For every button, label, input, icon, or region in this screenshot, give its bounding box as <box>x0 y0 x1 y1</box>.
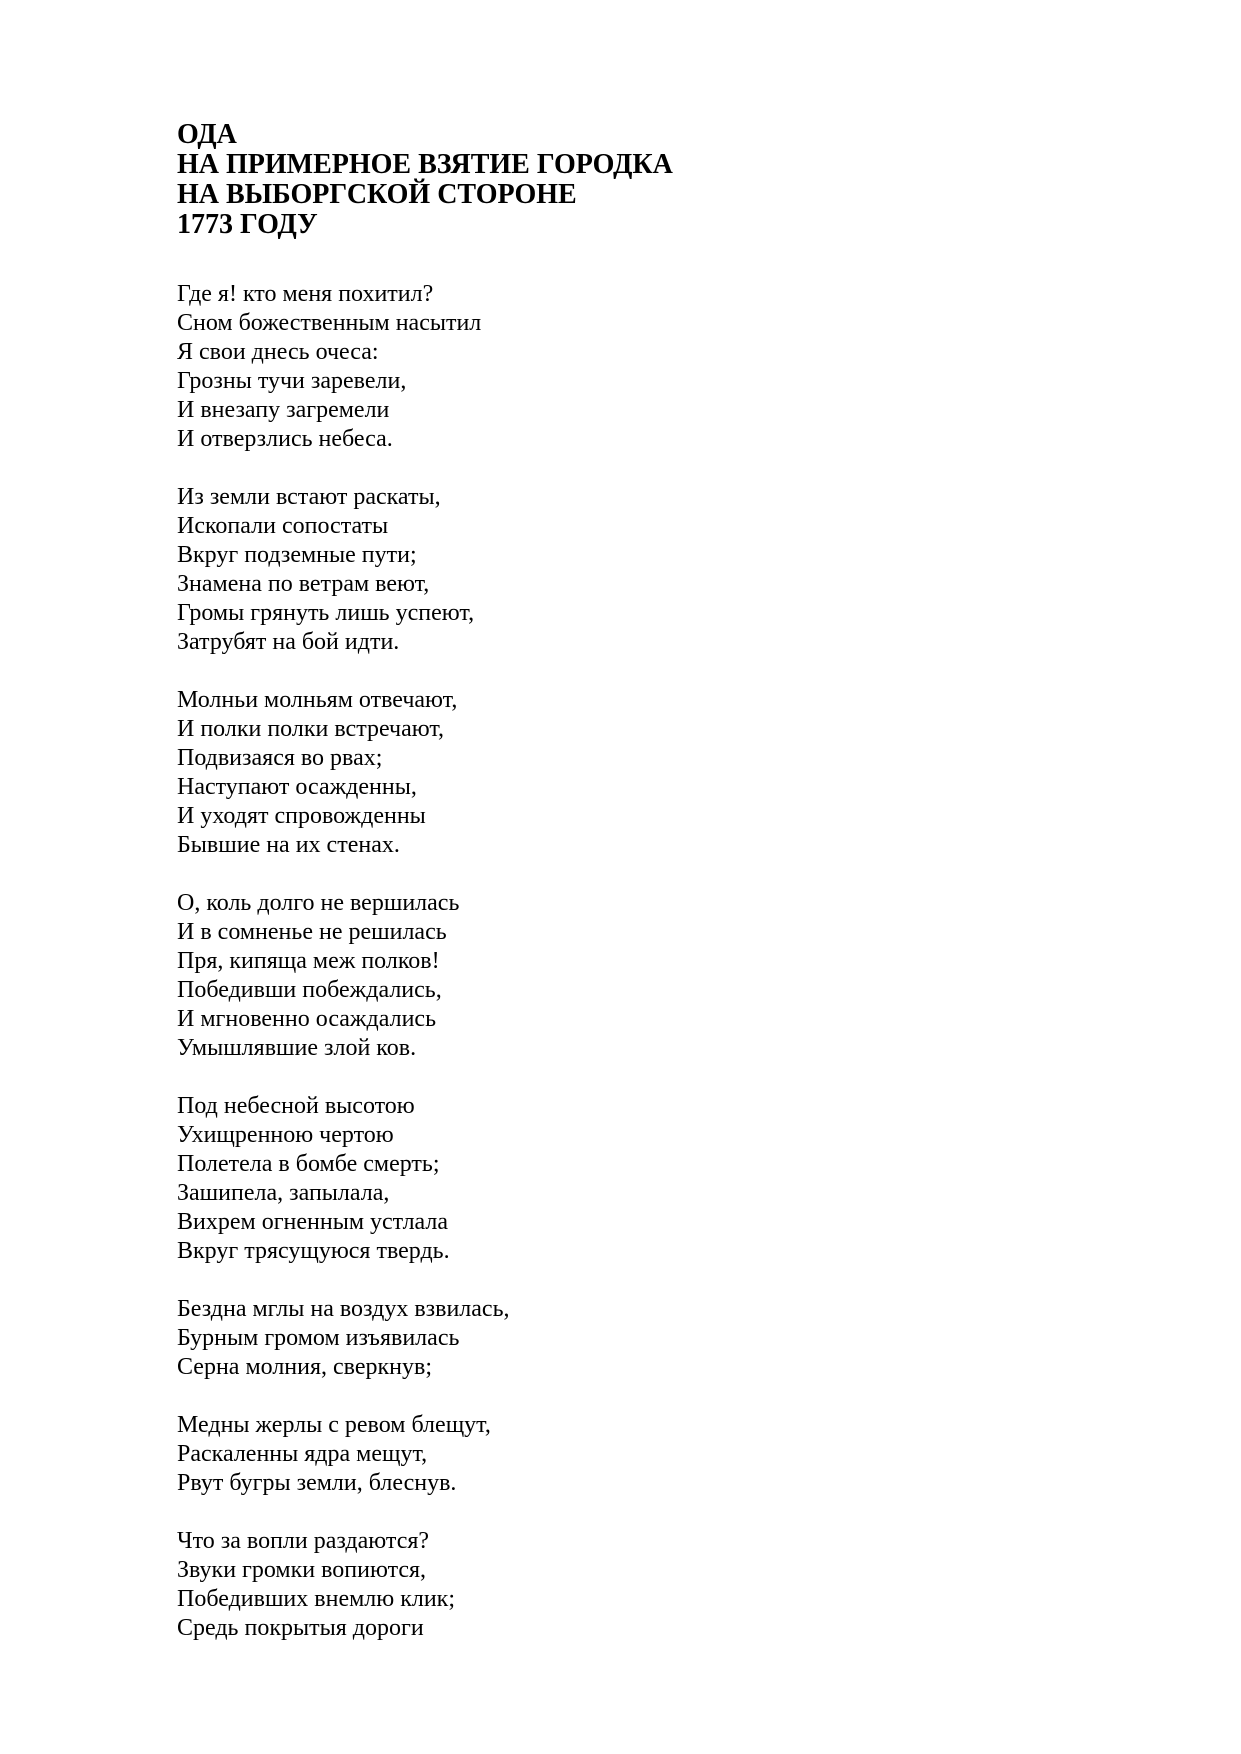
verse-line: Ископали сопостаты <box>177 513 389 539</box>
stanza-7 <box>177 1411 510 1498</box>
verse-line: Полетела в бомбе смерть; <box>177 1151 440 1177</box>
verse-line: И отверзлись небеса. <box>177 426 393 452</box>
verse-line: Молньи молньям отвечают, <box>177 687 458 713</box>
verse-line: И полки полки встречают, <box>177 716 445 742</box>
stanza-5 <box>177 1092 510 1266</box>
poem-title <box>177 120 673 240</box>
stanza-2 <box>177 483 510 657</box>
verse-line: Сном божественным насытил <box>177 310 482 336</box>
verse-line: Победивши побеждались, <box>177 977 442 1003</box>
verse-line: Раскаленны ядра мещут, <box>177 1441 428 1467</box>
verse-line: Под небесной высотою <box>177 1093 415 1119</box>
verse-line: Вихрем огненным устлала <box>177 1209 449 1235</box>
stanza-3 <box>177 686 510 860</box>
verse-line: Зашипела, запылала, <box>177 1180 390 1206</box>
verse-line: И в сомненье не решилась <box>177 919 447 945</box>
verse-line: Где я! кто меня похитил? <box>177 281 434 307</box>
verse-line: Наступают осажденны, <box>177 774 417 800</box>
title-line: 1773 ГОДУ <box>177 209 318 240</box>
verse-line: Я свои днесь очеса: <box>177 339 379 365</box>
verse-line: Бурным громом изъявилась <box>177 1325 460 1351</box>
stanza-1 <box>177 280 510 454</box>
verse-line: Бывшие на их стенах. <box>177 832 400 858</box>
verse-line: Грозны тучи заревели, <box>177 368 407 394</box>
verse-line: Громы грянуть лишь успеют, <box>177 600 475 626</box>
verse-line: Что за вопли раздаются? <box>177 1528 430 1554</box>
verse-line: И уходят спровожденны <box>177 803 426 829</box>
title-line: НА ВЫБОРГСКОЙ СТОРОНЕ <box>177 179 577 210</box>
verse-line: Знамена по ветрам веют, <box>177 571 430 597</box>
verse-line: Вкруг подземные пути; <box>177 542 417 568</box>
stanza-4 <box>177 889 510 1063</box>
verse-line: Звуки громки вопиются, <box>177 1557 427 1583</box>
verse-line: И мгновенно осаждались <box>177 1006 437 1032</box>
verse-line: Серна молния, сверкнув; <box>177 1354 433 1380</box>
verse-line: Победивших внемлю клик; <box>177 1586 456 1612</box>
title-line: ОДА <box>177 119 237 150</box>
verse-line: Умышлявшие злой ков. <box>177 1035 417 1061</box>
verse-line: Медны жерлы с ревом блещут, <box>177 1412 491 1438</box>
verse-line: Вкруг трясущуюся твердь. <box>177 1238 450 1264</box>
stanza-8 <box>177 1527 510 1643</box>
verse-line: Из земли встают раскаты, <box>177 484 441 510</box>
verse-line: Бездна мглы на воздух взвилась, <box>177 1296 510 1322</box>
verse-line: Подвизаяся во рвах; <box>177 745 383 771</box>
verse-line: Ухищренною чертою <box>177 1122 394 1148</box>
verse-line: И внезапу загремели <box>177 397 390 423</box>
verse-line: О, коль долго не вершилась <box>177 890 460 916</box>
verse-line: Затрубят на бой идти. <box>177 629 400 655</box>
verse-line: Рвут бугры земли, блеснув. <box>177 1470 457 1496</box>
title-line: НА ПРИМЕРНОЕ ВЗЯТИЕ ГОРОДКА <box>177 149 673 180</box>
verse-line: Средь покрытыя дороги <box>177 1615 424 1641</box>
verse-line: Пря, кипяща меж полков! <box>177 948 440 974</box>
stanza-6 <box>177 1295 510 1382</box>
poem-body <box>177 280 510 1672</box>
